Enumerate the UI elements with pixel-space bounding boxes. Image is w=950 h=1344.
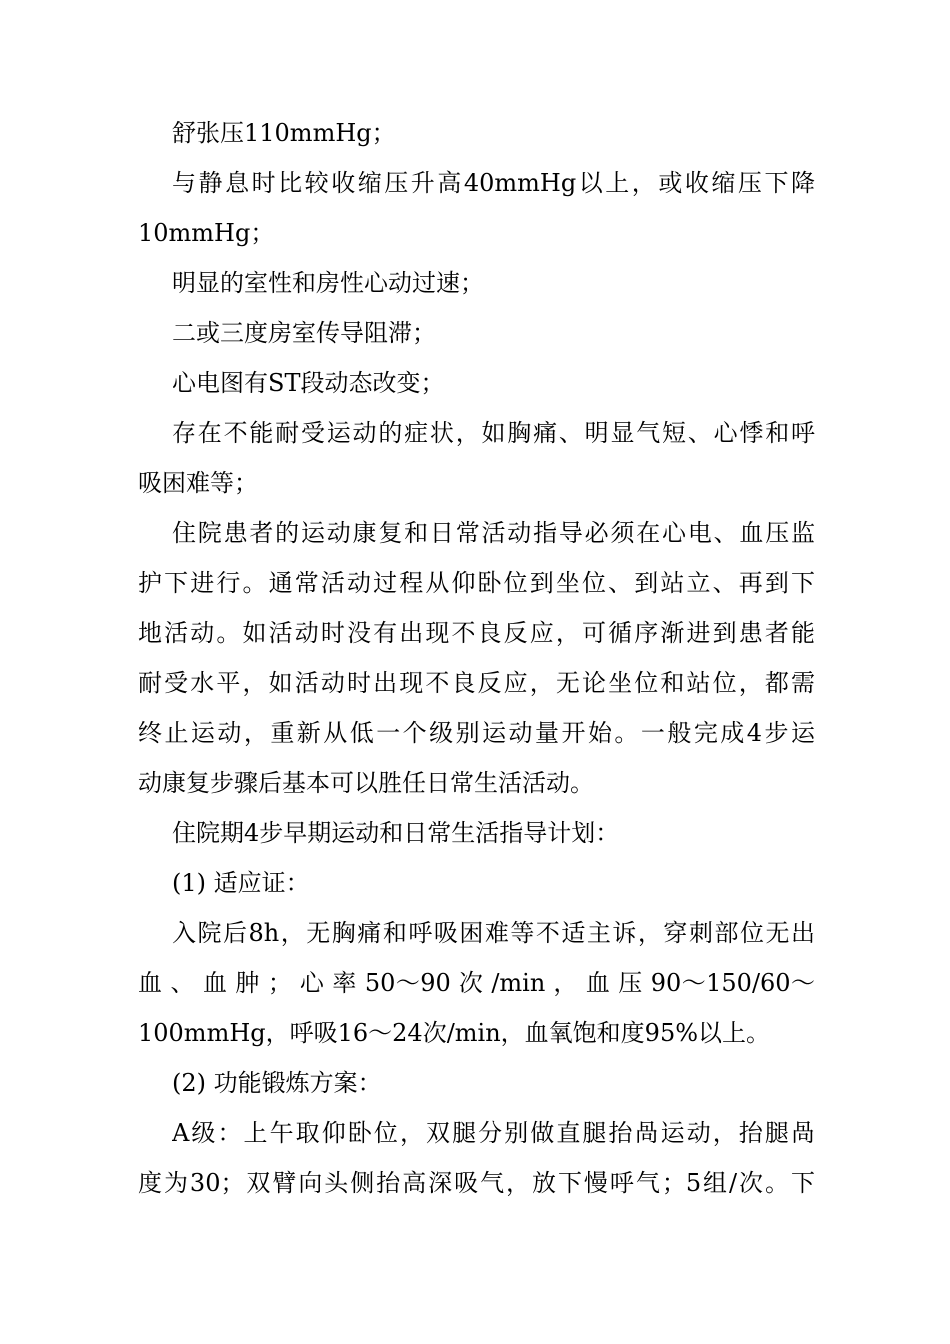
text-line-12: 耐受水平，如活动时出现不良反应，无论坐位和站位，都需	[138, 669, 815, 697]
text-line-2: 与静息时比较收缩压升高40mmHg以上，或收缩压下降	[172, 169, 815, 197]
text-line-5: 二或三度房室传导阻滞；	[172, 319, 436, 347]
text-line-7: 存在不能耐受运动的症状，如胸痛、明显气短、心悸和呼	[172, 419, 815, 447]
text-line-16: (1) 适应证：	[172, 869, 310, 897]
text-line-21: A级：上午取仰卧位，双腿分别做直腿抬咼运动，抬腿咼	[172, 1119, 815, 1147]
text-line-4: 明显的室性和房性心动过速；	[172, 269, 484, 297]
text-line-15: 住院期4步早期运动和日常生活指导计划：	[172, 819, 620, 847]
text-line-17: 入院后8h，无胸痛和呼吸困难等不适主诉，穿刺部位无出	[172, 919, 815, 947]
text-line-18: 血 、 血 肿 ； 心 率 50～90 次 /min ， 血 压 90～150/60～	[138, 969, 815, 997]
text-line-6: 心电图有ST段动态改变；	[172, 369, 445, 397]
text-line-9: 住院患者的运动康复和日常活动指导必须在心电、血压监	[172, 519, 815, 547]
text-line-13: 终止运动，重新从低一个级别运动量开始。一般完成4步运	[138, 719, 815, 747]
text-line-22: 度为30；双臂向头侧抬高深吸气，放下慢呼气；5组/次。下	[138, 1169, 815, 1197]
text-line-10: 护下进行。通常活动过程从仰卧位到坐位、到站立、再到下	[138, 569, 815, 597]
text-line-3: 10mmHg；	[138, 219, 275, 247]
text-line-14: 动康复步骤后基本可以胜任日常生活活动。	[138, 769, 594, 797]
text-line-1: 舒张压110mmHg；	[172, 119, 396, 147]
text-line-11: 地活动。如活动时没有出现不良反应，可循序渐进到患者能	[138, 619, 815, 647]
text-line-20: (2) 功能锻炼方案：	[172, 1069, 382, 1097]
text-line-8: 吸困难等；	[138, 469, 258, 497]
text-line-19: 100mmHg，呼吸16～24次/min，血氧饱和度95%以上。	[138, 1019, 771, 1047]
